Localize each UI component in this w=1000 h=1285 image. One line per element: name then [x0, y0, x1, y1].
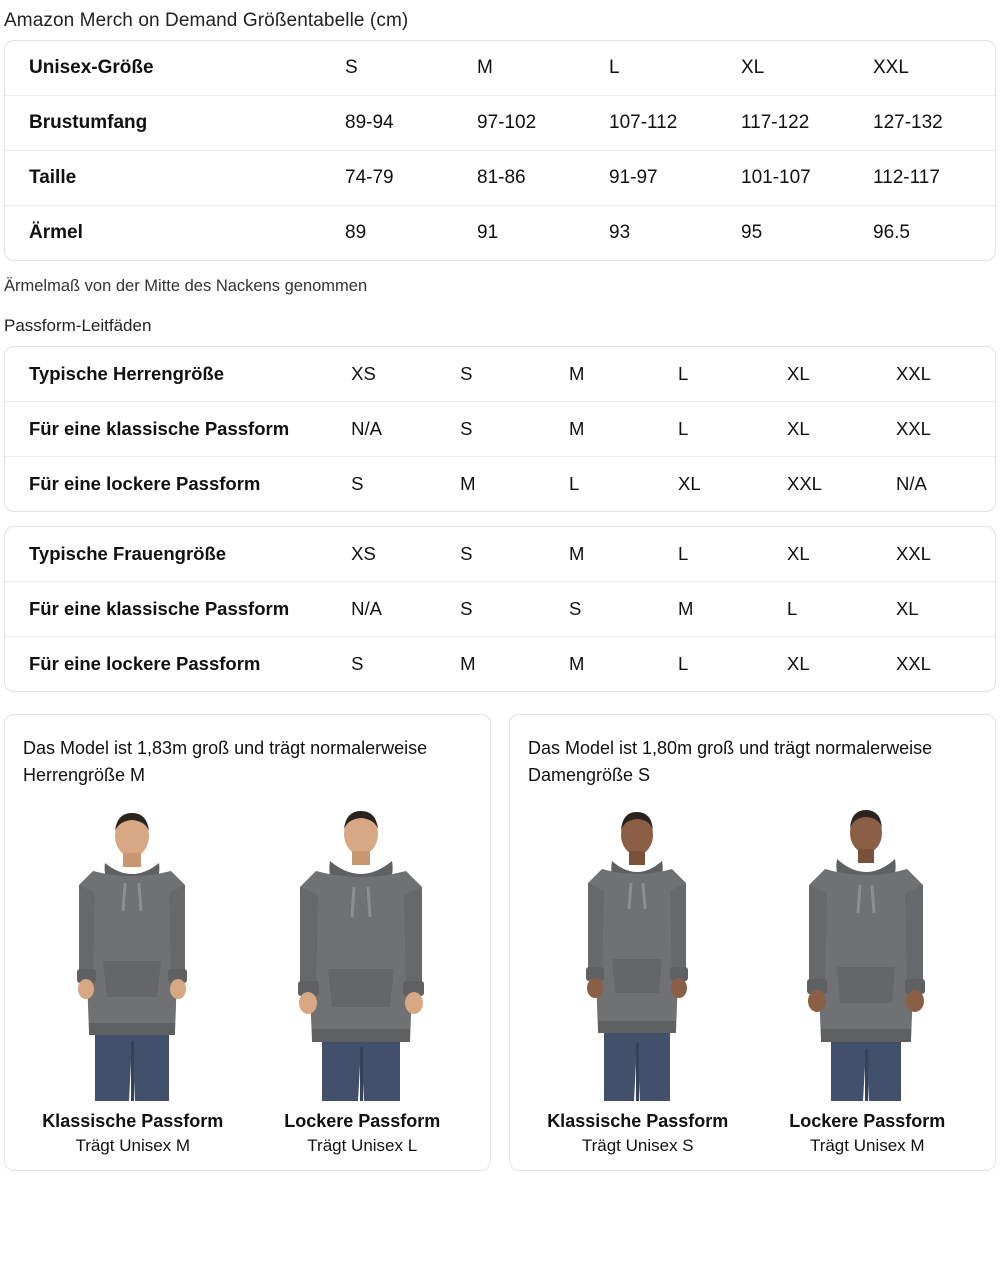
- male-loose-fit-figure: [253, 801, 473, 1156]
- female-model-card: [509, 714, 996, 1171]
- main-size-table: [5, 41, 995, 260]
- mens-fit-table-card: [4, 346, 996, 512]
- cell: XL: [731, 41, 863, 96]
- female-classic-fit-figure: [528, 801, 748, 1156]
- cell: S: [559, 582, 668, 637]
- cell: S: [450, 527, 559, 582]
- cell: 112-117: [863, 151, 995, 206]
- table-row: [5, 637, 995, 692]
- table-row: [5, 96, 995, 151]
- cell: M: [569, 653, 585, 674]
- female-loose-fit-figure: [758, 801, 978, 1156]
- female-classic-image: [528, 801, 748, 1101]
- cell: XL: [777, 527, 886, 582]
- cell: S: [450, 582, 559, 637]
- cell: XXL: [886, 527, 995, 582]
- cell: 107-112: [599, 96, 731, 151]
- cell: XXL: [863, 41, 995, 96]
- cell: XL: [777, 402, 886, 457]
- cell: 89-94: [335, 96, 467, 151]
- womens-fit-table: [5, 527, 995, 691]
- female-loose-image: [758, 801, 978, 1101]
- cell: XXL: [895, 653, 931, 674]
- male-model-card: [4, 714, 491, 1171]
- row-label: Für eine klassische Passform: [5, 402, 341, 457]
- cell: M: [559, 527, 668, 582]
- table-row: [5, 347, 995, 402]
- cell: 91-97: [599, 151, 731, 206]
- cell: L: [678, 653, 689, 674]
- female-classic-sub: Trägt Unisex S: [581, 1136, 694, 1155]
- male-loose-sub: Trägt Unisex L: [307, 1136, 418, 1155]
- fit-guides-label: Passform-Leitfäden: [4, 316, 152, 335]
- male-loose-hoodie-illustration: [262, 801, 462, 1101]
- cell: 95: [741, 222, 763, 243]
- cell: 89: [345, 222, 367, 243]
- cell: N/A: [341, 402, 450, 457]
- cell: XXL: [886, 347, 995, 402]
- female-classic-label: Klassische Passform: [547, 1111, 729, 1131]
- male-classic-image: [23, 801, 243, 1101]
- cell: XXL: [886, 402, 995, 457]
- female-loose-hoodie-illustration: [767, 801, 967, 1101]
- cell: XS: [341, 347, 450, 402]
- cell: N/A: [895, 473, 927, 494]
- cell: XL: [886, 582, 995, 637]
- cell: M: [460, 473, 476, 494]
- female-figures: [528, 801, 977, 1156]
- cell: 81-86: [467, 151, 599, 206]
- cell: 91: [477, 222, 499, 243]
- cell: S: [351, 653, 364, 674]
- row-label: Taille: [5, 151, 335, 206]
- cell: M: [559, 347, 668, 402]
- male-loose-image: [253, 801, 473, 1101]
- table-row: [5, 582, 995, 637]
- cell: M: [467, 41, 599, 96]
- male-classic-fit-figure: [23, 801, 243, 1156]
- cell: L: [569, 473, 580, 494]
- table-row: [5, 206, 995, 261]
- male-model-caption: Das Model ist 1,83m groß und trägt normalerweise Herrengröße M: [23, 738, 428, 785]
- male-figures: [23, 801, 472, 1156]
- row-label: Unisex-Größe: [5, 41, 335, 96]
- female-loose-label: Lockere Passform: [789, 1111, 946, 1131]
- cell: L: [668, 527, 777, 582]
- cell: S: [450, 347, 559, 402]
- cell: L: [777, 582, 886, 637]
- cell: 117-122: [731, 96, 863, 151]
- row-label: Brustumfang: [5, 96, 335, 151]
- male-classic-sub: Trägt Unisex M: [75, 1136, 191, 1155]
- model-cards: [4, 714, 996, 1171]
- cell: 127-132: [863, 96, 995, 151]
- male-classic-label: Klassische Passform: [42, 1111, 224, 1131]
- female-classic-hoodie-illustration: [538, 801, 738, 1101]
- mens-fit-table: [5, 347, 995, 511]
- cell: XS: [341, 527, 450, 582]
- row-label: Für eine lockere Passform: [29, 653, 261, 674]
- row-label: Ärmel: [29, 222, 83, 243]
- sleeve-measure-note: Ärmelmaß von der Mitte des Nackens genommen: [4, 277, 368, 295]
- male-classic-hoodie-illustration: [33, 801, 233, 1101]
- cell: 96.5: [873, 222, 910, 243]
- page-title: Amazon Merch on Demand Größentabelle (cm): [4, 10, 409, 31]
- cell: M: [668, 582, 777, 637]
- table-row: [5, 457, 995, 512]
- cell: L: [668, 347, 777, 402]
- female-model-caption: Das Model ist 1,80m groß und trägt normalerweise Damengröße S: [528, 738, 933, 785]
- main-size-table-card: [4, 40, 996, 261]
- row-label: Typische Frauengröße: [5, 527, 341, 582]
- table-row: [5, 527, 995, 582]
- cell: 101-107: [731, 151, 863, 206]
- cell: 74-79: [335, 151, 467, 206]
- female-loose-sub: Trägt Unisex M: [809, 1136, 925, 1155]
- cell: XL: [678, 473, 701, 494]
- male-loose-label: Lockere Passform: [284, 1111, 441, 1131]
- cell: S: [335, 41, 467, 96]
- cell: N/A: [341, 582, 450, 637]
- cell: M: [559, 402, 668, 457]
- cell: S: [450, 402, 559, 457]
- cell: M: [460, 653, 476, 674]
- cell: L: [599, 41, 731, 96]
- spacer: [0, 512, 1000, 526]
- table-row: [5, 402, 995, 457]
- cell: 93: [609, 222, 631, 243]
- row-label: Für eine klassische Passform: [5, 582, 341, 637]
- cell: XL: [786, 653, 810, 674]
- cell: 97-102: [467, 96, 599, 151]
- cell: XXL: [786, 473, 822, 494]
- row-label: Für eine lockere Passform: [29, 473, 261, 494]
- cell: L: [668, 402, 777, 457]
- table-row: [5, 41, 995, 96]
- womens-fit-table-card: [4, 526, 996, 692]
- row-label: Typische Herrengröße: [5, 347, 341, 402]
- cell: S: [351, 473, 364, 494]
- cell: XL: [777, 347, 886, 402]
- table-row: [5, 151, 995, 206]
